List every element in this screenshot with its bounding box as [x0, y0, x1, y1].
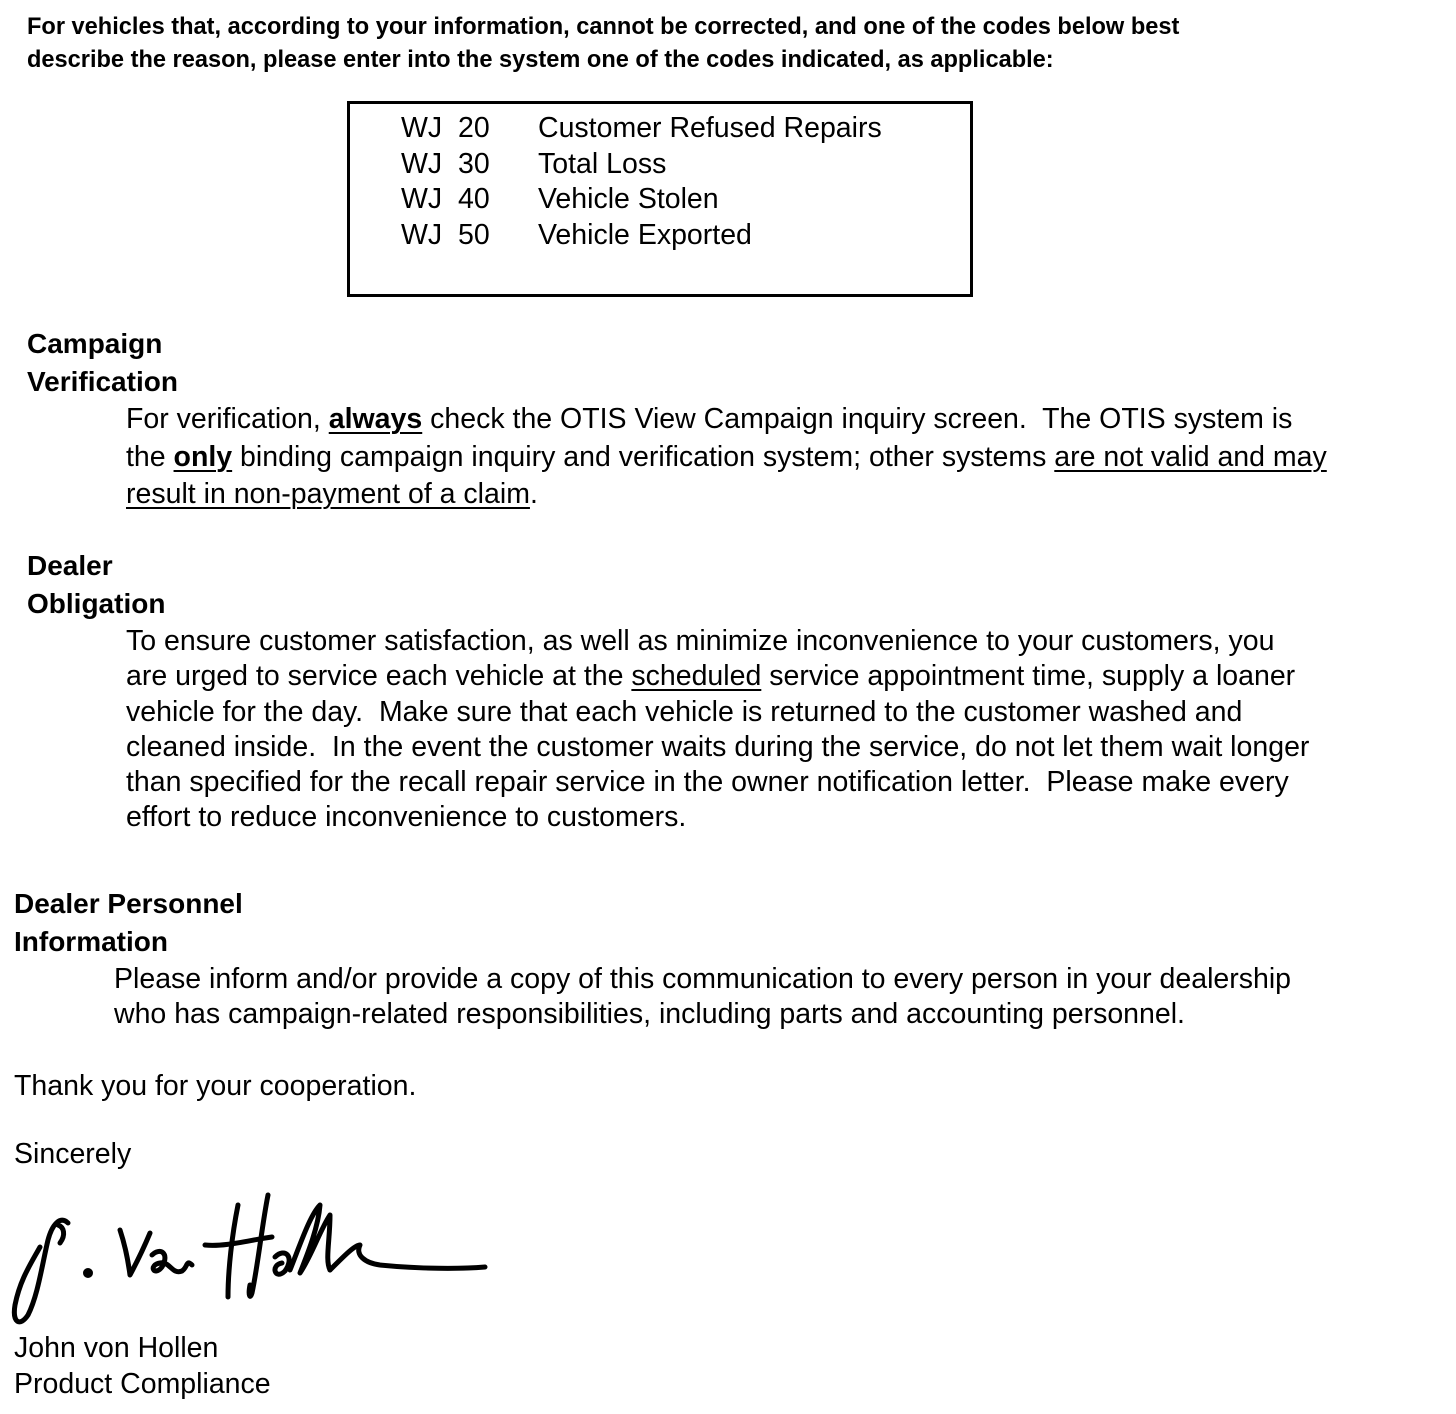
heading-line: Dealer: [27, 550, 113, 581]
heading-line: Information: [14, 925, 168, 957]
dealer-personnel-body: [114, 962, 1291, 1033]
body-line: Please inform and/or provide a copy of this communication to every person in your dealership: [114, 963, 1292, 995]
code: WJ 20: [401, 112, 490, 144]
code-row: [0, 182, 1000, 218]
code-description: Total Loss: [538, 147, 667, 180]
heading-line: Dealer Personnel: [14, 888, 243, 919]
emphasis-always: always: [328, 403, 423, 435]
heading-line: Obligation: [27, 587, 166, 619]
text: check the OTIS View Campaign inquiry screen. The OTIS system is: [422, 403, 1293, 435]
sincerely-text: Sincerely: [14, 1138, 132, 1170]
body-line: [126, 659, 1309, 694]
code-row: [0, 111, 1000, 147]
code: WJ 50: [401, 218, 490, 251]
text: the: [126, 440, 174, 473]
underlined-warning: are not valid and may: [1054, 440, 1327, 473]
body-line: [126, 476, 1327, 514]
heading-line: Campaign: [27, 328, 163, 359]
signature: [0, 1185, 500, 1330]
dealer-personnel-heading: [14, 885, 243, 960]
text: For verification,: [126, 403, 329, 435]
code: WJ 30: [401, 147, 490, 180]
campaign-verification-heading: [27, 325, 178, 400]
signatory-title: Product Compliance: [14, 1368, 271, 1400]
code: WJ 40: [401, 183, 490, 215]
emphasis-scheduled: scheduled: [631, 660, 762, 693]
intro-line: For vehicles that, according to your information, cannot be corrected, and one of the codes below best: [27, 14, 1180, 40]
body-line: effort to reduce inconvenience to customers.: [126, 801, 687, 834]
code-description: Vehicle Stolen: [538, 183, 719, 215]
body-line: vehicle for the day. Make sure that each vehicle is returned to the customer washed and: [126, 695, 1243, 728]
body-line: than specified for the recall repair service in the owner notification letter. Please make every: [126, 766, 1289, 799]
heading-line: Verification: [27, 365, 178, 397]
intro-line: describe the reason, please enter into the system one of the codes indicated, as applicable:: [27, 47, 1054, 73]
thanks-text: Thank you for your cooperation.: [14, 1070, 417, 1102]
dealer-obligation-heading: [27, 547, 165, 622]
text: service appointment time, supply a loaner: [761, 660, 1296, 693]
body-line: [126, 401, 1327, 439]
code-row: [0, 147, 1000, 183]
body-line: who has campaign-related responsibilities, including parts and accounting personnel.: [114, 998, 1185, 1031]
underlined-warning: result in non-payment of a claim: [126, 478, 530, 510]
body-line: [126, 439, 1327, 477]
dealer-obligation-body: [126, 624, 1309, 836]
signatory-name: John von Hollen: [14, 1332, 219, 1364]
code-description: Customer Refused Repairs: [538, 112, 882, 144]
signatory: [14, 1330, 271, 1402]
emphasis-only: only: [173, 440, 233, 473]
text: binding campaign inquiry and verification system; other systems: [232, 440, 1055, 473]
text: .: [529, 478, 538, 510]
body-line: cleaned inside. In the event the customer waits during the service, do not let them wait longer: [126, 730, 1310, 763]
campaign-verification-body: [126, 401, 1327, 514]
code-description: Vehicle Exported: [538, 218, 752, 251]
text: are urged to service each vehicle at the: [126, 660, 632, 693]
code-row: [0, 218, 1000, 254]
body-line: To ensure customer satisfaction, as well as minimize inconvenience to your customers, you: [126, 625, 1275, 657]
intro-text: [27, 11, 1179, 77]
